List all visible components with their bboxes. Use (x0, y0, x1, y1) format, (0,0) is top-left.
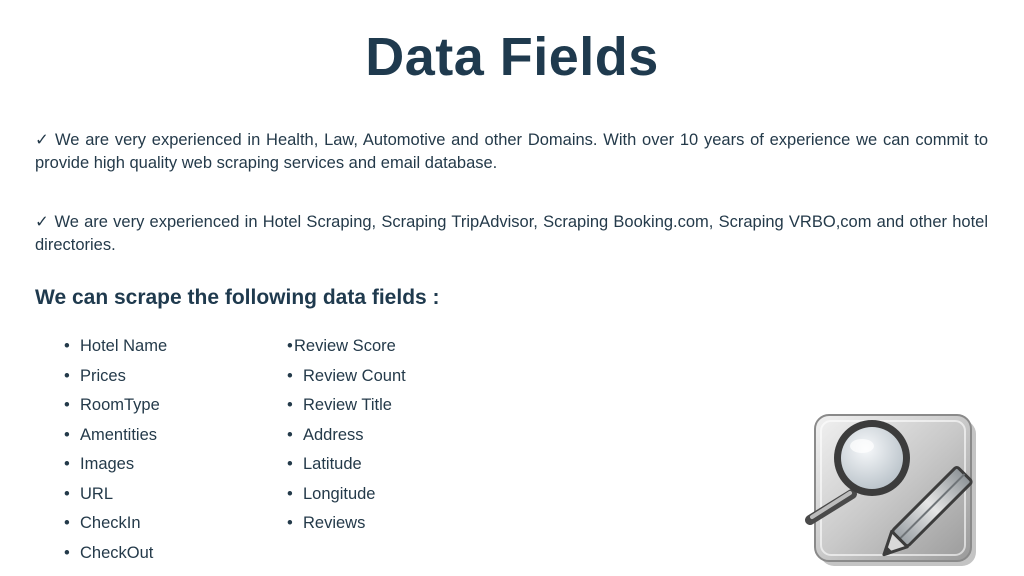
page-title: Data Fields (365, 27, 659, 87)
list-item: • Latitude (287, 452, 406, 482)
list-item: • Address (287, 423, 406, 453)
bullet-icon: • (287, 455, 293, 473)
checkmark-icon: ✓ (35, 131, 51, 149)
paragraph-text: We are very experienced in Hotel Scraping, Scraping TripAdvisor, Scraping Booking.com, Scraping VRBO,com and other hotel directories. (35, 213, 988, 254)
bullet-icon: • (287, 337, 293, 355)
bullet-icon: • (287, 366, 293, 385)
list-item: • Review Count (287, 364, 406, 394)
list-item: • Longitude (287, 482, 406, 512)
bullet-icon: • (64, 514, 70, 532)
intro-paragraph-2 (35, 211, 988, 257)
search-edit-icon (800, 410, 990, 568)
bullet-icon: • (287, 514, 293, 532)
bullet-icon: • (64, 425, 70, 444)
list-item: • Prices (64, 364, 167, 394)
list-item: • CheckIn (64, 511, 167, 541)
list-item: • Images (64, 452, 167, 482)
bullet-icon: • (64, 484, 70, 503)
bullet-icon: • (64, 366, 70, 385)
list-item: • Reviews (287, 511, 406, 541)
list-item: • CheckOut (64, 541, 167, 571)
bullet-icon: • (287, 425, 293, 444)
bullet-icon: • (64, 337, 70, 355)
list-item: • RoomType (64, 393, 167, 423)
list-item: •Review Score (287, 334, 406, 364)
list-item: • URL (64, 482, 167, 512)
bullet-icon: • (287, 484, 293, 503)
paragraph-text: We are very experienced in Health, Law, Automotive and other Domains. With over 10 years of experience we can commit to provide high quality web scraping services and email database. (35, 131, 989, 172)
fields-list-left (64, 334, 167, 570)
list-item: • Hotel Name (64, 334, 167, 364)
bullet-icon: • (287, 396, 293, 414)
checkmark-icon: ✓ (35, 213, 50, 231)
section-subheading: We can scrape the following data fields : (35, 286, 440, 309)
list-item: • Amentities (64, 423, 167, 453)
intro-paragraph-1 (35, 129, 988, 175)
fields-list-right (287, 334, 406, 541)
bullet-icon: • (64, 543, 70, 562)
list-item: • Review Title (287, 393, 406, 423)
bullet-icon: • (64, 455, 70, 473)
bullet-icon: • (64, 396, 70, 414)
